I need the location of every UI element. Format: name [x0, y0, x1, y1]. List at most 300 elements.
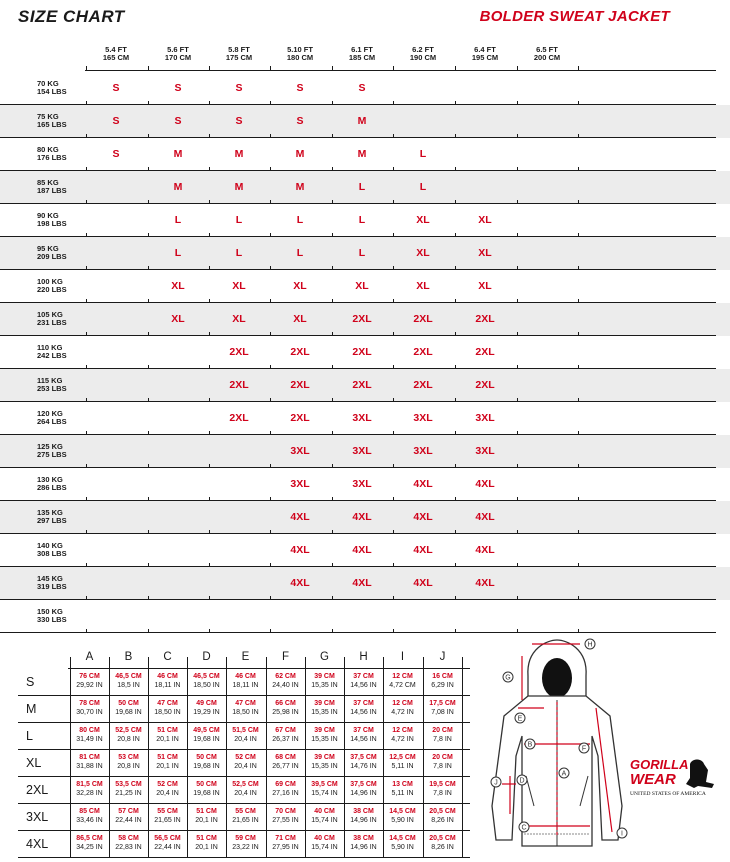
measurement-cm: 86,5 CM: [76, 835, 103, 842]
measurement-cm: 50 CM: [118, 700, 139, 707]
measurement-cell: [226, 726, 265, 744]
measurement-cell: [187, 834, 226, 852]
size-cell: S: [112, 115, 120, 127]
height-header-row: [0, 34, 730, 72]
size-cell: XL: [416, 280, 430, 292]
measurement-in: 8,26 IN: [431, 844, 454, 851]
measurement-in: 14,56 IN: [350, 682, 377, 689]
weight-lbs: 176 LBS: [37, 153, 67, 162]
measurement-in: 27,16 IN: [272, 790, 299, 797]
weight-row: [0, 567, 730, 600]
measurement-column-header: G: [320, 651, 329, 663]
measurement-cell: [383, 753, 422, 771]
weight-lbs: 154 LBS: [37, 87, 67, 96]
measurement-cm: 40 CM: [314, 808, 335, 815]
measurement-cm: 17,5 CM: [429, 700, 456, 707]
height-ft: 5.8 FT: [228, 45, 250, 54]
weight-row: [0, 336, 730, 369]
measurement-cell: [109, 780, 148, 798]
measurement-cm: 50 CM: [196, 781, 217, 788]
size-cell: 4XL: [475, 577, 495, 589]
height-ft: 5.4 FT: [105, 45, 127, 54]
size-cell: 2XL: [413, 346, 433, 358]
svg-text:E: E: [517, 715, 523, 723]
size-cell: 4XL: [413, 478, 433, 490]
size-cell: 2XL: [413, 313, 433, 325]
measurement-in: 18,11 IN: [154, 682, 181, 689]
size-cell: M: [173, 148, 183, 160]
measurement-cell: [148, 780, 187, 798]
size-cell: S: [296, 115, 304, 127]
measurement-in: 18,5 IN: [117, 682, 140, 689]
size-cell: 2XL: [352, 313, 372, 325]
measurement-cell: [266, 726, 305, 744]
measurement-cell: [383, 672, 422, 690]
measurement-cm: 12 CM: [392, 673, 413, 680]
measurement-in: 15,74 IN: [311, 790, 338, 797]
measurement-cm: 51 CM: [157, 754, 178, 761]
measurement-in: 15,35 IN: [311, 763, 338, 770]
measurement-in: 30,70 IN: [76, 709, 103, 716]
measurement-column-header: E: [241, 651, 250, 663]
measurement-cell: [226, 753, 265, 771]
measurement-cell: [187, 780, 226, 798]
measurement-cm: 66 CM: [275, 700, 296, 707]
measurement-in: 31,49 IN: [76, 736, 103, 743]
measurement-cm: 62 CM: [275, 673, 296, 680]
measurement-column-header: B: [124, 651, 133, 663]
size-cell: XL: [171, 313, 185, 325]
measurement-cell: [383, 726, 422, 744]
weight-label: [37, 575, 67, 591]
svg-text:F: F: [581, 745, 587, 753]
measurement-in: 4,72 IN: [391, 736, 414, 743]
measurement-in: 18,50 IN: [154, 709, 181, 716]
measurement-in: 20,4 IN: [234, 763, 257, 770]
weight-kg: 80 KG: [37, 145, 59, 154]
measurement-cm: 39 CM: [314, 727, 335, 734]
size-cell: 4XL: [352, 577, 372, 589]
size-grid: [0, 34, 730, 633]
weight-lbs: 297 LBS: [37, 516, 67, 525]
measurement-cm: 81 CM: [79, 754, 100, 761]
measurement-cm: 47 CM: [235, 700, 256, 707]
size-cell: 2XL: [475, 346, 495, 358]
size-cell: M: [357, 115, 367, 127]
measurement-cm: 51,5 CM: [232, 727, 259, 734]
measurement-cm: 58 CM: [118, 835, 139, 842]
size-cell: S: [174, 82, 182, 94]
measurement-cm: 53,5 CM: [115, 781, 142, 788]
measurement-cell: [148, 726, 187, 744]
measurement-in: 19,29 IN: [193, 709, 220, 716]
measurement-row: [18, 831, 470, 858]
weight-lbs: 231 LBS: [37, 318, 67, 327]
size-cell: 4XL: [290, 577, 310, 589]
measurement-cell: [305, 807, 344, 825]
size-cell: L: [419, 148, 427, 160]
size-cell: 2XL: [229, 412, 249, 424]
weight-row: [0, 171, 730, 204]
measurement-in: 22,83 IN: [115, 844, 142, 851]
measurement-cm: 68 CM: [275, 754, 296, 761]
measurement-in: 21,25 IN: [115, 790, 142, 797]
measurement-in: 19,68 IN: [193, 736, 220, 743]
size-cell: 4XL: [352, 544, 372, 556]
size-cell: XL: [293, 280, 307, 292]
measurement-in: 18,11 IN: [232, 682, 259, 689]
weight-label: [37, 410, 67, 426]
size-cell: 3XL: [475, 445, 495, 457]
weight-lbs: 319 LBS: [37, 582, 67, 591]
size-cell: 2XL: [475, 313, 495, 325]
height-ft: 6.1 FT: [351, 45, 373, 54]
height-ft: 5.10 FT: [287, 45, 313, 54]
measurement-cell: [305, 672, 344, 690]
measurement-cell: [148, 753, 187, 771]
size-cell: S: [235, 115, 243, 127]
measurement-in: 23,22 IN: [232, 844, 259, 851]
size-cell: S: [174, 115, 182, 127]
measurement-cell: [423, 672, 462, 690]
size-cell: XL: [171, 280, 185, 292]
measurement-cm: 20 CM: [432, 727, 453, 734]
size-cell: XL: [293, 313, 307, 325]
height-cm: 180 CM: [286, 53, 314, 62]
size-cell: XL: [232, 280, 246, 292]
weight-kg: 145 KG: [37, 574, 63, 583]
size-cell: L: [358, 247, 366, 259]
size-cell: 3XL: [290, 445, 310, 457]
size-cell: XL: [478, 280, 492, 292]
size-cell: M: [234, 148, 244, 160]
measurement-in: 4,72 CM: [389, 682, 416, 689]
measurement-in: 20,8 IN: [117, 763, 140, 770]
svg-text:D: D: [519, 777, 525, 785]
height-cm: 170 CM: [164, 53, 192, 62]
weight-label: [37, 476, 67, 492]
measurement-cm: 53 CM: [118, 754, 139, 761]
size-cell: 4XL: [413, 577, 433, 589]
measurement-in: 5,90 IN: [391, 817, 414, 824]
weight-row: [0, 534, 730, 567]
measurement-row: [18, 723, 470, 750]
weight-row: [0, 501, 730, 534]
measurement-in: 19,68 IN: [115, 709, 142, 716]
measurement-cm: 51 CM: [196, 808, 217, 815]
measurement-in: 5,90 IN: [391, 844, 414, 851]
weight-kg: 135 KG: [37, 508, 63, 517]
size-cell: S: [112, 82, 120, 94]
height-header: [270, 46, 330, 62]
measurement-cm: 81,5 CM: [76, 781, 103, 788]
weight-lbs: 242 LBS: [37, 351, 67, 360]
size-cell: 3XL: [290, 478, 310, 490]
weight-kg: 75 KG: [37, 112, 59, 121]
measurement-cm: 52,5 CM: [115, 727, 142, 734]
measurement-in: 8,26 IN: [431, 817, 454, 824]
weight-label: [37, 80, 67, 96]
size-cell: L: [358, 181, 366, 193]
measurement-cm: 67 CM: [275, 727, 296, 734]
weight-label: [37, 377, 67, 393]
measurement-cell: [70, 699, 109, 717]
measurement-cm: 20,5 CM: [429, 808, 456, 815]
weight-row: [0, 402, 730, 435]
height-ft: 6.4 FT: [474, 45, 496, 54]
measurement-cell: [109, 672, 148, 690]
size-cell: M: [295, 181, 305, 193]
measurement-in: 14,56 IN: [350, 736, 377, 743]
size-cell: 2XL: [229, 379, 249, 391]
measurement-in: 7,8 IN: [433, 736, 452, 743]
measurement-cm: 52 CM: [157, 781, 178, 788]
measurement-in: 25,98 IN: [272, 709, 299, 716]
size-cell: S: [112, 148, 120, 160]
weight-row: [0, 72, 730, 105]
measurement-in: 14,96 IN: [350, 790, 377, 797]
measurement-in: 20,1 IN: [156, 763, 179, 770]
measurement-cm: 71 CM: [275, 835, 296, 842]
measurement-row: [18, 777, 470, 804]
measurement-in: 32,28 IN: [76, 790, 103, 797]
measurement-in: 29,92 IN: [76, 682, 103, 689]
weight-kg: 85 KG: [37, 178, 59, 187]
weight-label: [37, 509, 67, 525]
brand-logo: [628, 756, 720, 802]
weight-kg: 125 KG: [37, 442, 63, 451]
measurement-cell: [383, 834, 422, 852]
measurement-cell: [266, 780, 305, 798]
measurement-cell: [109, 834, 148, 852]
svg-text:A: A: [561, 770, 567, 778]
size-cell: XL: [355, 280, 369, 292]
measurement-cm: 12,5 CM: [389, 754, 416, 761]
measurement-size-label: 4XL: [26, 837, 49, 851]
size-cell: 3XL: [413, 412, 433, 424]
measurement-cm: 46,5 CM: [193, 673, 220, 680]
measurement-in: 21,65 IN: [154, 817, 181, 824]
weight-row: [0, 468, 730, 501]
measurement-in: 18,50 IN: [232, 709, 259, 716]
measurement-cell: [226, 780, 265, 798]
weight-row: [0, 105, 730, 138]
height-header: [517, 46, 577, 62]
height-header: [393, 46, 453, 62]
measurement-size-label: M: [26, 702, 37, 716]
weight-label: [37, 146, 67, 162]
measurement-in: 20,8 IN: [117, 736, 140, 743]
measurement-cm: 70 CM: [275, 808, 296, 815]
measurement-in: 6,29 IN: [431, 682, 454, 689]
weight-label: [37, 443, 67, 459]
measurement-cell: [148, 672, 187, 690]
measurement-cell: [70, 807, 109, 825]
measurement-cell: [187, 753, 226, 771]
measurement-cm: 52 CM: [235, 754, 256, 761]
measurement-cell: [383, 780, 422, 798]
size-cell: 4XL: [413, 511, 433, 523]
size-cell: 3XL: [413, 445, 433, 457]
measurement-cm: 39 CM: [314, 754, 335, 761]
size-cell: L: [296, 214, 304, 226]
weight-lbs: 253 LBS: [37, 384, 67, 393]
measurement-cell: [344, 672, 383, 690]
measurement-cell: [423, 807, 462, 825]
jacket-diagram: [482, 636, 632, 858]
measurement-cm: 37,5 CM: [350, 754, 377, 761]
measurement-in: 20,4 IN: [234, 736, 257, 743]
measurement-cm: 52,5 CM: [232, 781, 259, 788]
svg-text:UNITED STATES OF AMERICA: UNITED STATES OF AMERICA: [630, 791, 706, 797]
measurement-cm: 39 CM: [314, 673, 335, 680]
measurement-size-label: 3XL: [26, 810, 49, 824]
measurement-in: 7,8 IN: [433, 763, 452, 770]
weight-kg: 100 KG: [37, 277, 63, 286]
weight-row: [0, 270, 730, 303]
weight-row: [0, 138, 730, 171]
measurement-cm: 39,5 CM: [311, 781, 338, 788]
weight-kg: 105 KG: [37, 310, 63, 319]
measurement-cell: [226, 807, 265, 825]
height-ft: 6.2 FT: [412, 45, 434, 54]
weight-row: [0, 204, 730, 237]
measurement-cm: 14,5 CM: [389, 835, 416, 842]
measurement-column-header: F: [281, 651, 290, 663]
weight-row: [0, 369, 730, 402]
measurement-cm: 51 CM: [157, 727, 178, 734]
measurement-in: 26,77 IN: [272, 763, 299, 770]
size-cell: M: [234, 181, 244, 193]
weight-kg: 70 KG: [37, 79, 59, 88]
measurement-in: 15,74 IN: [311, 844, 338, 851]
weight-row: [0, 237, 730, 270]
measurement-cm: 20 CM: [432, 754, 453, 761]
measurement-cell: [344, 834, 383, 852]
measurement-cm: 37 CM: [353, 727, 374, 734]
size-cell: 4XL: [475, 544, 495, 556]
measurement-cell: [109, 699, 148, 717]
height-cm: 165 CM: [102, 53, 130, 62]
measurement-cell: [187, 672, 226, 690]
size-cell: L: [296, 247, 304, 259]
size-cell: 4XL: [413, 544, 433, 556]
measurement-column-header: C: [163, 651, 172, 663]
measurement-cm: 19,5 CM: [429, 781, 456, 788]
weight-lbs: 275 LBS: [37, 450, 67, 459]
measurement-in: 31,88 IN: [76, 763, 103, 770]
measurement-cm: 59 CM: [235, 835, 256, 842]
weight-label: [37, 245, 67, 261]
measurement-row: [18, 696, 470, 723]
size-cell: XL: [416, 247, 430, 259]
size-cell: 2XL: [229, 346, 249, 358]
size-cell: 3XL: [475, 412, 495, 424]
weight-label: [37, 344, 67, 360]
measurement-row: [18, 669, 470, 696]
size-cell: 3XL: [352, 412, 372, 424]
size-cell: XL: [416, 214, 430, 226]
measurement-in: 18,50 IN: [193, 682, 220, 689]
measurement-cm: 55 CM: [235, 808, 256, 815]
measurement-cell: [266, 672, 305, 690]
weight-label: [37, 542, 67, 558]
measurement-in: 14,76 IN: [350, 763, 377, 770]
measurement-cm: 46,5 CM: [115, 673, 142, 680]
weight-row: [0, 600, 730, 633]
weight-row: [0, 435, 730, 468]
size-cell: 2XL: [413, 379, 433, 391]
measurement-cell: [423, 834, 462, 852]
measurement-cell: [423, 753, 462, 771]
measurement-in: 19,68 IN: [193, 790, 220, 797]
size-cell: XL: [478, 214, 492, 226]
measurement-cell: [70, 726, 109, 744]
measurement-in: 26,37 IN: [272, 736, 299, 743]
measurement-cm: 12 CM: [392, 727, 413, 734]
measurement-cm: 37 CM: [353, 673, 374, 680]
measurement-in: 5,11 IN: [391, 763, 414, 770]
weight-lbs: 198 LBS: [37, 219, 67, 228]
measurement-column-header: H: [359, 651, 368, 663]
measurement-cm: 50 CM: [196, 754, 217, 761]
height-header: [148, 46, 208, 62]
measurement-in: 27,95 IN: [272, 844, 299, 851]
height-ft: 6.5 FT: [536, 45, 558, 54]
measurement-cell: [344, 726, 383, 744]
height-header: [455, 46, 515, 62]
measurement-cell: [70, 672, 109, 690]
measurement-cell: [266, 834, 305, 852]
measurement-cm: 76 CM: [79, 673, 100, 680]
header: [0, 0, 730, 34]
size-cell: 4XL: [290, 544, 310, 556]
measurement-cm: 57 CM: [118, 808, 139, 815]
measurement-cell: [383, 699, 422, 717]
measurement-cell: [344, 780, 383, 798]
measurement-cell: [109, 726, 148, 744]
weight-lbs: 165 LBS: [37, 120, 67, 129]
measurement-in: 4,72 IN: [391, 709, 414, 716]
measurement-in: 14,96 IN: [350, 817, 377, 824]
measurement-cm: 47 CM: [157, 700, 178, 707]
measurement-cm: 51 CM: [196, 835, 217, 842]
measurement-cm: 40 CM: [314, 835, 335, 842]
measurement-in: 24,40 IN: [272, 682, 299, 689]
size-cell: 4XL: [475, 478, 495, 490]
measurement-cm: 49 CM: [196, 700, 217, 707]
height-cm: 185 CM: [348, 53, 376, 62]
weight-lbs: 187 LBS: [37, 186, 67, 195]
size-cell: M: [295, 148, 305, 160]
measurement-cm: 38 CM: [353, 808, 374, 815]
measurement-cell: [70, 834, 109, 852]
measurement-header-row: [18, 645, 470, 669]
measurement-in: 7,8 IN: [433, 790, 452, 797]
measurement-cell: [226, 699, 265, 717]
measurement-cm: 39 CM: [314, 700, 335, 707]
height-header: [209, 46, 269, 62]
measurement-cell: [148, 834, 187, 852]
measurement-cell: [423, 726, 462, 744]
svg-text:I: I: [621, 830, 623, 838]
measurement-cm: 13 CM: [392, 781, 413, 788]
weight-kg: 140 KG: [37, 541, 63, 550]
weight-kg: 90 KG: [37, 211, 59, 220]
measurement-size-label: 2XL: [26, 783, 49, 797]
measurement-cm: 46 CM: [235, 673, 256, 680]
measurement-cell: [423, 699, 462, 717]
